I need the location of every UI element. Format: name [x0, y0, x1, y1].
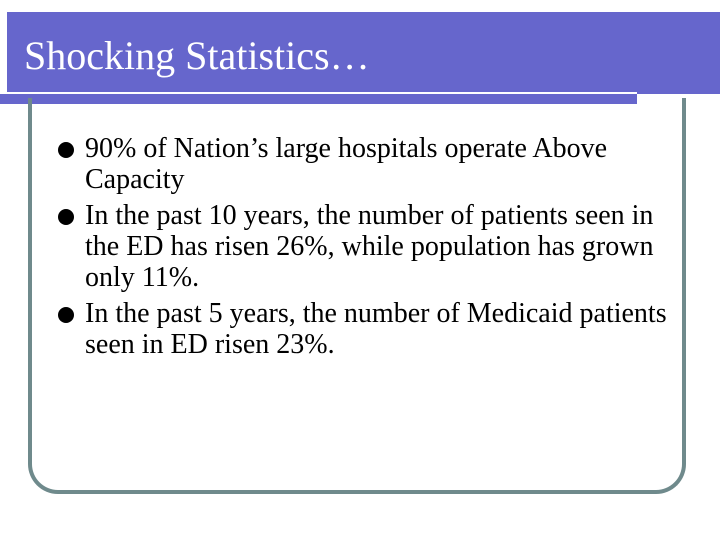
bullet-text: In the past 5 years, the number of Medicaid patients seen in ED risen 23%.	[85, 298, 667, 360]
bullet-text: In the past 10 years, the number of patients seen in the ED has risen 26%, while population has grown only 11%.	[85, 200, 654, 293]
bullet-dot-icon	[58, 142, 74, 158]
bullet-item	[58, 200, 678, 293]
bullet-item	[58, 133, 678, 195]
bullet-text: 90% of Nation’s large hospitals operate Above Capacity	[85, 133, 608, 195]
bullet-dot-icon	[58, 209, 74, 225]
bullet-list	[58, 133, 678, 365]
bullet-dot-icon	[58, 307, 74, 323]
bullet-item	[58, 298, 678, 360]
slide-title: Shocking Statistics…	[24, 33, 370, 78]
